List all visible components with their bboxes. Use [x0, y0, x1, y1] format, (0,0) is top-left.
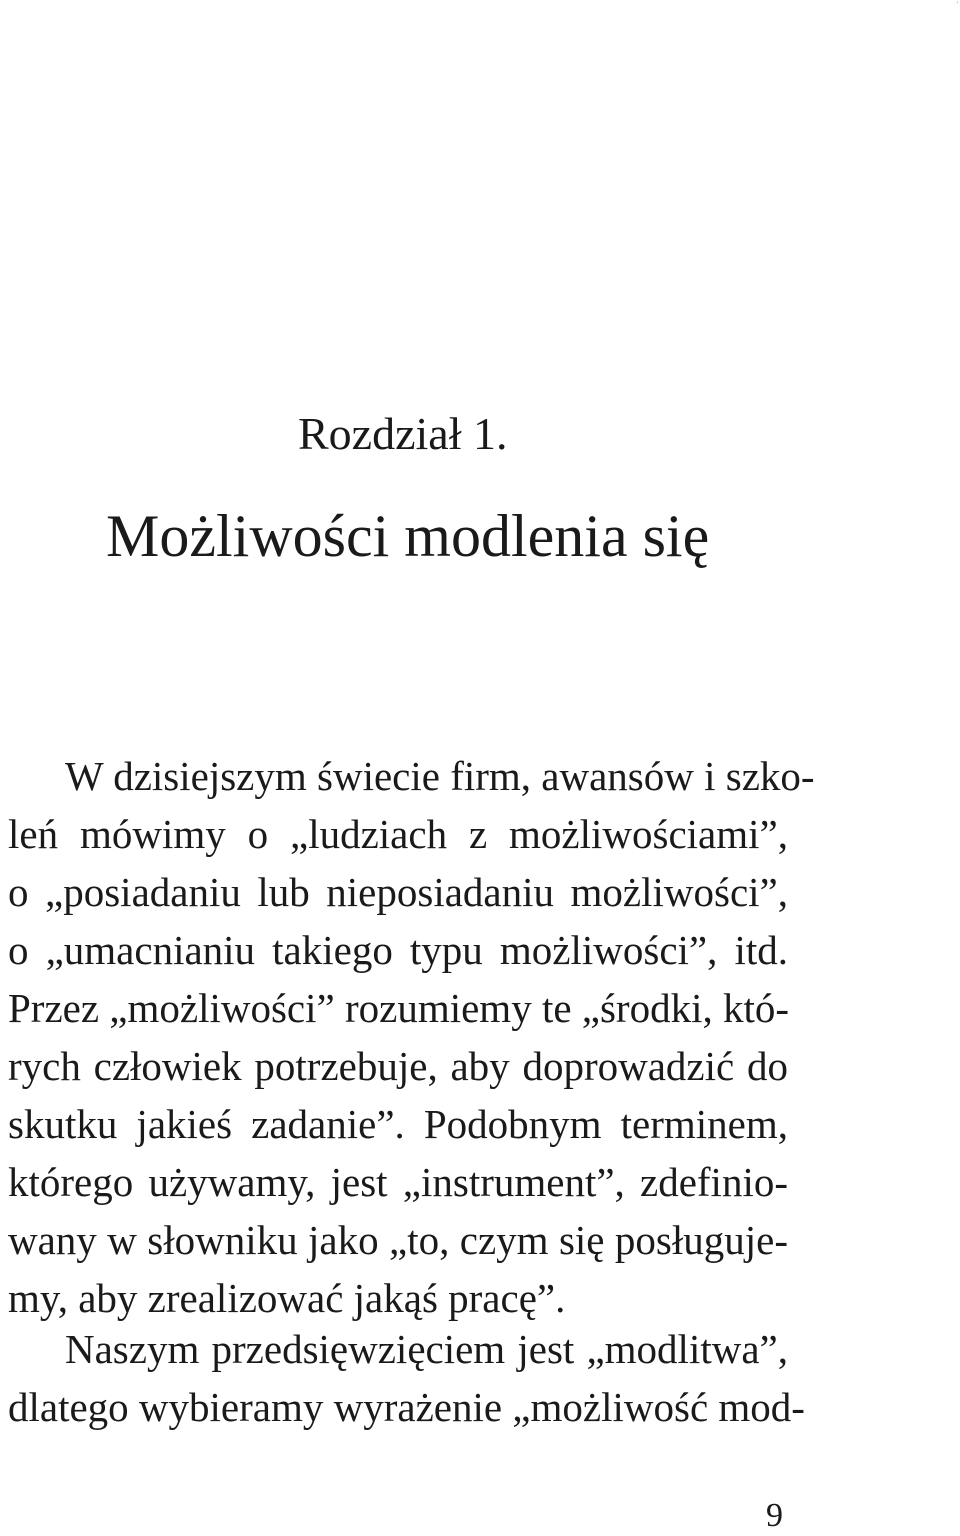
paragraph-2: [8, 1320, 805, 1436]
text-line: wany w słowniku jako „to, czym się posługuje-: [8, 1217, 788, 1263]
text-line: Przez „możliwości” rozumiemy te „środki, któ-: [8, 985, 790, 1031]
corner-mark: ': [956, 0, 958, 9]
chapter-label: Rozdział 1.: [298, 408, 508, 459]
text-line: o „posiadaniu lub nieposiadaniu możliwości”,: [8, 869, 788, 915]
page-number: 9: [766, 1497, 783, 1534]
text-line: o „umacnianiu takiego typu możliwości”, itd.: [8, 927, 788, 973]
text-line: leń mówimy o „ludziach z możliwościami”,: [8, 811, 788, 857]
text-line: którego używamy, jest „instrument”, zdefinio-: [8, 1159, 788, 1205]
text-line: W dzisiejszym świecie firm, awansów i szko-: [65, 753, 815, 799]
paragraph-1: [8, 747, 815, 1327]
text-line: rych człowiek potrzebuje, aby doprowadzić do: [8, 1043, 788, 1089]
text-line: my, aby zrealizować jakąś pracę”.: [8, 1275, 566, 1321]
chapter-title: Możliwości modlenia się: [106, 503, 710, 569]
text-line: Naszym przedsięwzięciem jest „modlitwa”,: [65, 1326, 788, 1372]
text-line: skutku jakieś zadanie”. Podobnym terminem,: [8, 1101, 788, 1147]
text-line: dlatego wybieramy wyrażenie „możliwość mod-: [8, 1384, 805, 1430]
